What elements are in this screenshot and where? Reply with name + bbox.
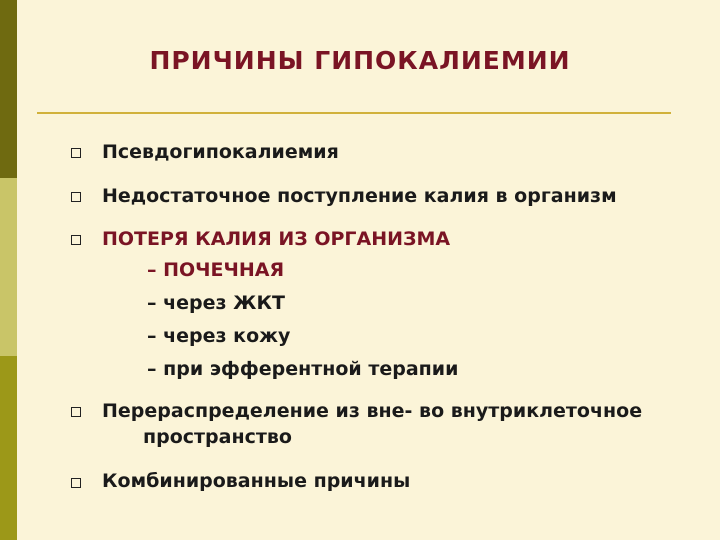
subitem-efferent-therapy: – при эфферентной терапии [147,358,459,380]
sidebar-segment-middle [0,178,17,356]
square-bullet-icon [71,407,81,417]
sidebar-segment-top [0,0,17,178]
subitem-renal: – ПОЧЕЧНАЯ [147,259,285,281]
square-bullet-icon [71,235,81,245]
subitem-skin: – через кожу [147,325,291,347]
slide-title: ПРИЧИНЫ ГИПОКАЛИЕМИИ [149,46,571,75]
square-bullet-icon [71,148,81,158]
subitem-gi-tract: – через ЖКТ [147,292,285,314]
list-item-redistribution: Перераспределение из вне- во внутриклеточное [102,400,643,422]
list-item-pseudohypokalemia: Псевдогипокалиемия [102,141,339,163]
decorative-sidebar [0,0,17,540]
list-item-combined-causes: Комбинированные причины [102,470,411,492]
title-divider [37,112,671,114]
list-item-redistribution-continuation: пространство [143,426,292,448]
sidebar-segment-bottom [0,356,17,540]
list-item-insufficient-intake: Недостаточное поступление калия в организм [102,185,617,207]
list-item-potassium-loss: ПОТЕРЯ КАЛИЯ ИЗ ОРГАНИЗМА [102,228,451,250]
square-bullet-icon [71,478,81,488]
square-bullet-icon [71,192,81,202]
